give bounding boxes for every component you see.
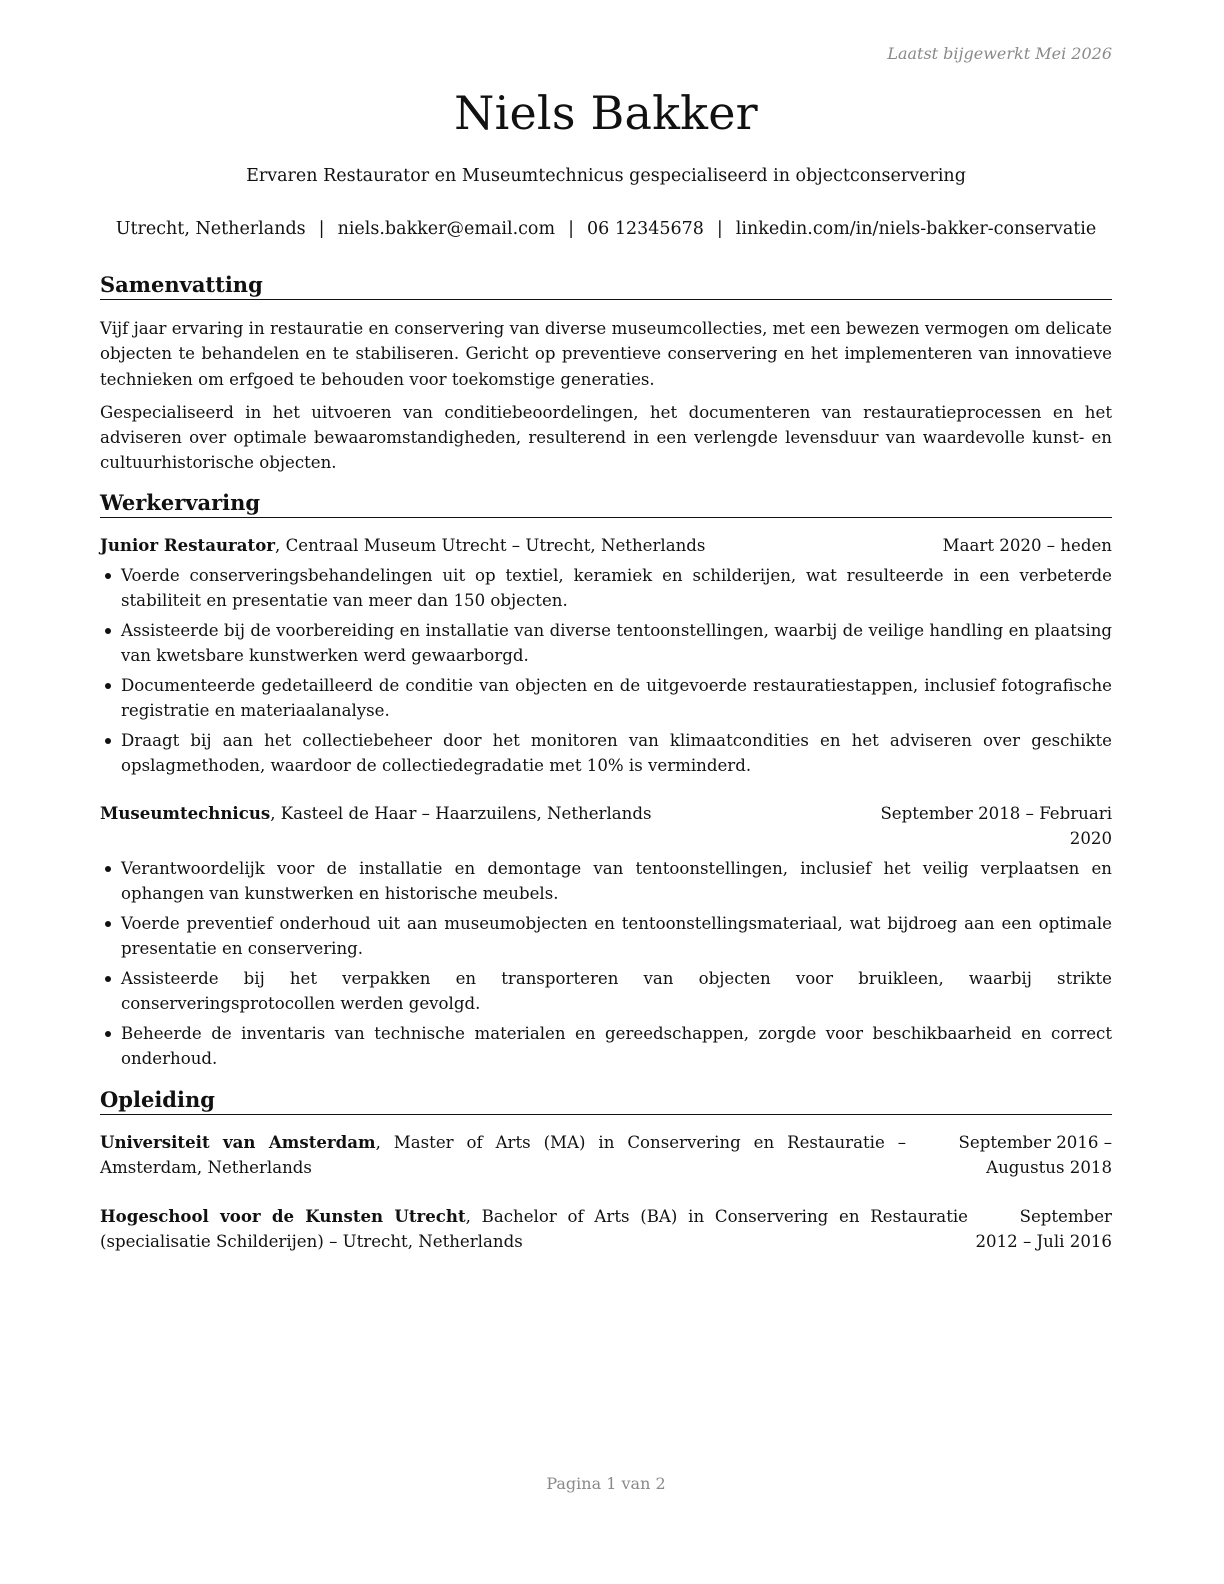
job-dates: Maart 2020 – heden: [942, 536, 1112, 555]
job-header: [100, 533, 1112, 558]
job-role: Junior Restaurator: [100, 535, 276, 555]
education-entry: [100, 1130, 1112, 1180]
contact-separator: |: [716, 219, 723, 239]
education-school: Universiteit van Amsterdam: [100, 1132, 376, 1152]
section-title-experience: Werkervaring: [100, 490, 1112, 518]
education-dates: September 2012 – Juli 2016: [975, 1207, 1112, 1251]
summary-paragraph: Gespecialiseerd in het uitvoeren van conditiebeoordelingen, het documenteren van restauratieprocessen en het adviseren over optimale bewaaromstandigheden, resulterend in een verlengde levensduur van waardevolle kunst- en cultuurhistorische objecten.: [100, 402, 1112, 473]
candidate-name: Niels Bakker: [454, 86, 758, 140]
contact-separator: |: [318, 219, 325, 239]
contact-location: Utrecht, Netherlands: [115, 219, 306, 239]
job-bullet: Verantwoordelijk voor de installatie en demontage van tentoonstellingen, inclusief het veilig verplaatsen en ophangen van kunstwerken en historische meubels.: [100, 856, 1112, 906]
job-header: [100, 801, 1112, 851]
job-bullet: Beheerde de inventaris van technische materialen en gereedschappen, zorgde voor beschikbaarheid en correct onderhoud.: [100, 1021, 1112, 1071]
section-title-education: Opleiding: [100, 1087, 1112, 1115]
page-number: Pagina 1 van 2: [546, 1474, 666, 1493]
contact-phone: 06 12345678: [586, 219, 704, 239]
education-section: [100, 1087, 1112, 1254]
summary-paragraph: Vijf jaar ervaring in restauratie en conservering van diverse museumcollecties, met een bewezen vermogen om delicate objecten te behandelen en te stabiliseren. Gericht op preventieve conservering en het implementeren van innovatieve technieken om erfgoed te behouden voor toekomstige generaties.: [100, 319, 1112, 389]
experience-section: [100, 490, 1112, 1071]
resume-page: [100, 0, 1112, 1584]
job-bullet: Assisteerde bij de voorbereiding en installatie van diverse tentoonstellingen, waarbij de veilige handling en plaatsing van kwetsbare kunstwerken werd gewaarborgd.: [100, 618, 1112, 668]
job-bullet: Voerde conserveringsbehandelingen uit op textiel, keramiek en schilderijen, wat resulteerde in een verbeterde stabiliteit en presentatie van meer dan 150 objecten.: [100, 563, 1112, 613]
job-dates: September 2018 – Februari 2020: [880, 804, 1112, 848]
job-role: Museumtechnicus: [100, 803, 271, 823]
job-bullets: [100, 856, 1112, 1071]
contact-linkedin[interactable]: linkedin.com/in/niels-bakker-conservatie: [735, 219, 1097, 239]
job-bullet: Draagt bij aan het collectiebeheer door het monitoren van klimaatcondities en het adviseren over geschikte opslagmethoden, waardoor de collectiedegradatie met 10% is verminderd.: [100, 728, 1112, 778]
summary-section: [100, 272, 1112, 476]
job-entry: [100, 533, 1112, 778]
education-school: Hogeschool voor de Kunsten Utrecht: [100, 1206, 466, 1226]
education-detail: , Master of Arts (MA) in Conservering en Restauratie – Amsterdam, Netherlands: [100, 1133, 906, 1177]
contact-separator: |: [568, 219, 574, 239]
job-bullet: Voerde preventief onderhoud uit aan museumobjecten en tentoonstellingsmateriaal, wat bijdroeg aan een optimale presentatie en conservering.: [100, 911, 1112, 961]
job-bullets: [100, 563, 1112, 778]
job-entry: [100, 801, 1112, 1071]
job-org: , Centraal Museum Utrecht – Utrecht, Netherlands: [275, 536, 706, 555]
contact-email[interactable]: niels.bakker@email.com: [337, 219, 556, 239]
contact-line: [90, 219, 1122, 239]
job-bullet: Assisteerde bij het verpakken en transporteren van objecten voor bruikleen, waarbij strikte conserveringsprotocollen werden gevolgd.: [100, 966, 1112, 1016]
education-dates: September 2016 – Augustus 2018: [958, 1133, 1112, 1177]
last-updated: Laatst bijgewerkt Mei 2026: [887, 44, 1112, 63]
job-org: , Kasteel de Haar – Haarzuilens, Netherlands: [270, 804, 652, 823]
education-entry: [100, 1204, 1112, 1254]
section-title-summary: Samenvatting: [100, 272, 1112, 300]
headline: Ervaren Restaurator en Museumtechnicus gespecialiseerd in objectconservering: [246, 166, 966, 186]
education-detail: , Bachelor of Arts (BA) in Conservering en Restauratie (specialisatie Schilderijen) – Utrecht, Netherlands: [100, 1207, 968, 1251]
job-bullet: Documenteerde gedetailleerd de conditie van objecten en de uitgevoerde restauratiestappen, inclusief fotografische registratie en materiaalanalyse.: [100, 673, 1112, 723]
